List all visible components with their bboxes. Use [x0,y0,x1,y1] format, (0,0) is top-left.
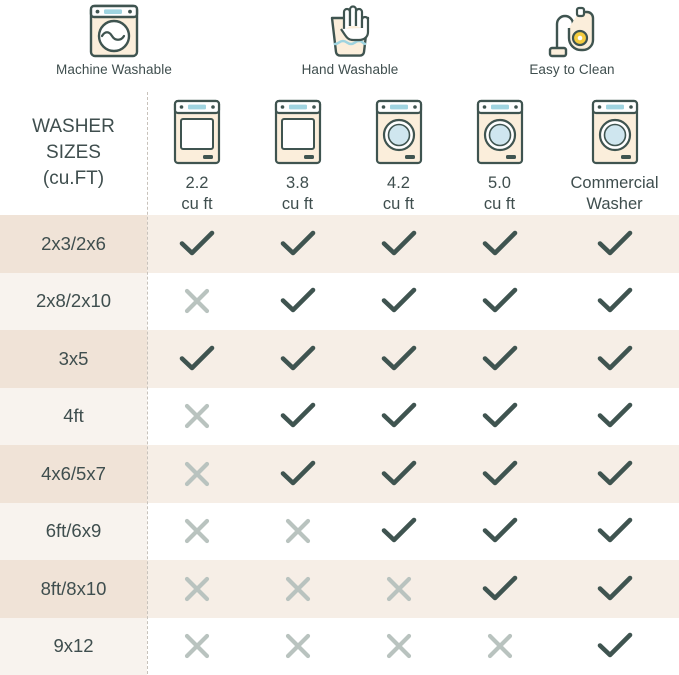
cross-icon [247,560,348,618]
cross-icon [348,618,449,675]
check-icon [449,445,550,503]
front-load-washer-icon [550,91,679,169]
column-header-2 [348,90,449,215]
washing-machine-icon [24,0,204,62]
table-row [0,215,679,273]
row-label: 4ft [0,388,147,446]
table-row [0,273,679,331]
row-label: 8ft/8x10 [0,560,147,618]
check-icon [550,445,679,503]
check-icon [348,273,449,331]
check-icon [449,560,550,618]
front-load-washer-icon [449,91,550,169]
check-icon [550,215,679,273]
check-icon [550,503,679,561]
legend-label-machine-washable: Machine Washable [24,62,204,77]
check-icon [550,560,679,618]
row-label: 4x6/5x7 [0,445,147,503]
hand-wash-icon [260,0,440,62]
check-icon [247,445,348,503]
top-load-washer-icon [247,91,348,169]
cross-icon [147,273,247,331]
check-icon [247,215,348,273]
table-row [0,330,679,388]
check-icon [348,330,449,388]
check-icon [449,388,550,446]
check-icon [449,215,550,273]
check-icon [348,503,449,561]
cross-icon [147,445,247,503]
corner-label: WASHER SIZES (cu.FT) [0,90,147,215]
cross-icon [348,560,449,618]
column-header-label: 2.2 cu ft [147,169,247,215]
check-icon [550,388,679,446]
check-icon [550,618,679,675]
check-icon [449,330,550,388]
check-icon [550,273,679,331]
table-header-row [0,90,679,215]
row-label: 2x3/2x6 [0,215,147,273]
cross-icon [147,503,247,561]
table-row [0,503,679,561]
row-label: 6ft/6x9 [0,503,147,561]
front-load-washer-icon [348,91,449,169]
column-header-label: Commercial Washer [550,169,679,215]
table-row [0,388,679,446]
check-icon [147,330,247,388]
table-row [0,560,679,618]
check-icon [449,503,550,561]
legend-label-easy-to-clean: Easy to Clean [482,62,662,77]
top-load-washer-icon [147,91,247,169]
check-icon [550,330,679,388]
row-label: 2x8/2x10 [0,273,147,331]
cross-icon [147,388,247,446]
vacuum-cleaner-icon [482,0,662,62]
column-header-0 [147,90,247,215]
row-label: 3x5 [0,330,147,388]
cross-icon [449,618,550,675]
compatibility-table [0,90,679,675]
legend-item-hand-washable [260,0,440,77]
check-icon [348,215,449,273]
cross-icon [247,618,348,675]
check-icon [247,330,348,388]
legend-item-machine-washable [24,0,204,77]
check-icon [449,273,550,331]
table-row [0,618,679,675]
column-header-label: 5.0 cu ft [449,169,550,215]
check-icon [247,388,348,446]
column-header-label: 3.8 cu ft [247,169,348,215]
check-icon [348,445,449,503]
column-header-label: 4.2 cu ft [348,169,449,215]
legend-icon-row [0,0,679,90]
check-icon [348,388,449,446]
cross-icon [247,503,348,561]
check-icon [247,273,348,331]
row-label: 9x12 [0,618,147,675]
legend-label-hand-washable: Hand Washable [260,62,440,77]
column-header-3 [449,90,550,215]
cross-icon [147,618,247,675]
column-header-1 [247,90,348,215]
check-icon [147,215,247,273]
table-row [0,445,679,503]
legend-item-easy-to-clean [482,0,662,77]
cross-icon [147,560,247,618]
column-header-4 [550,90,679,215]
